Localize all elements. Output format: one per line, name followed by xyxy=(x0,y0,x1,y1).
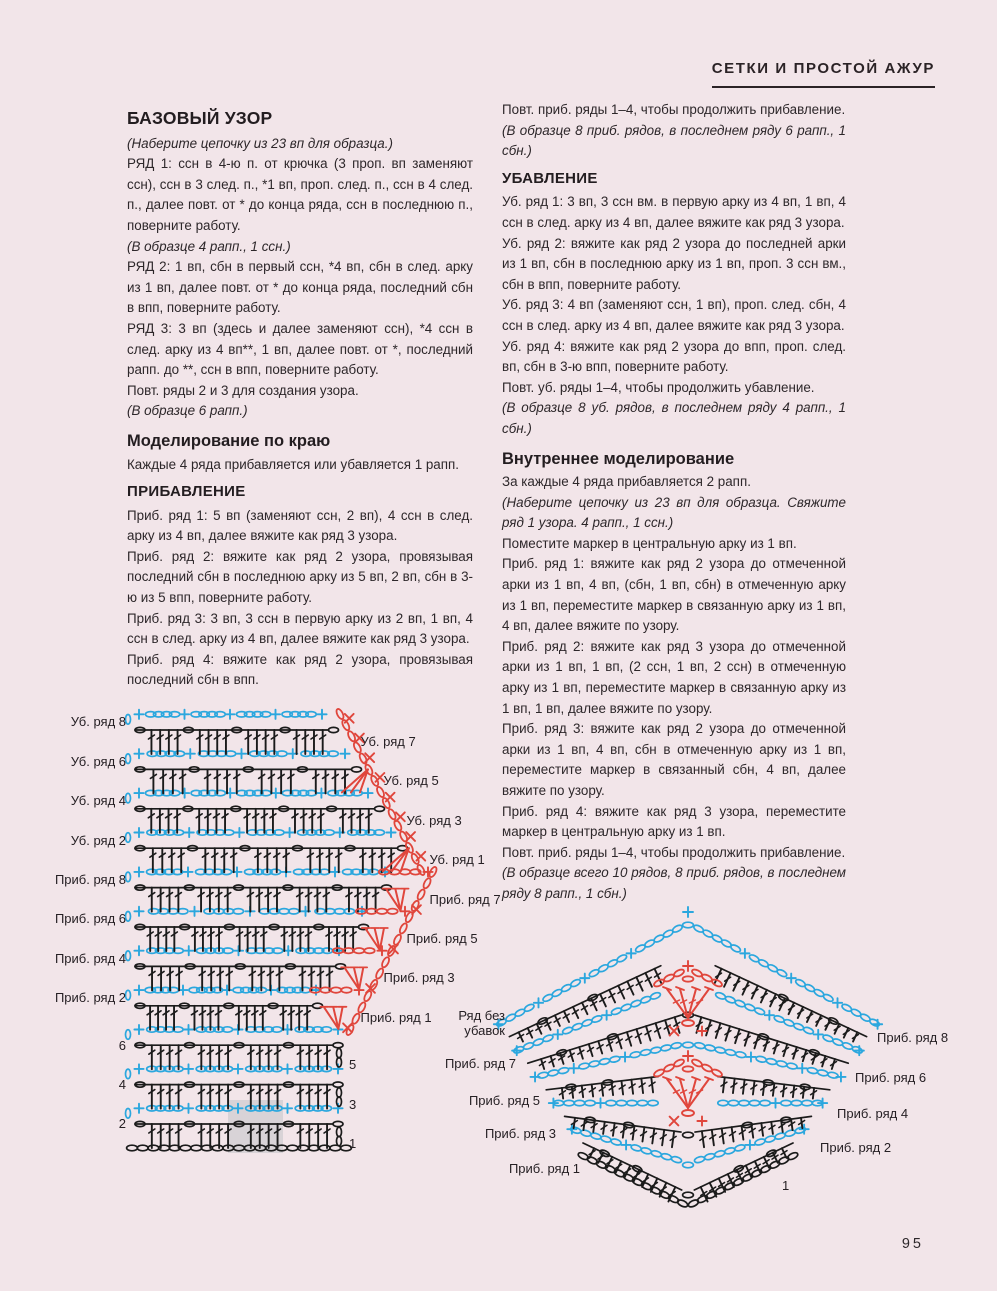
paragraph: РЯД 1: ссн в 4-ю п. от крючка (3 проп. вп заменяют ссн), ссн в 3 след. п., *1 вп, проп. след. п., ссн в 4 след. п., далее повт. от * до конца ряда, ссн в последнюю п., поверните работу. xyxy=(127,156,473,233)
paragraph: Поместите маркер в центральную арку из 1 вп. xyxy=(502,535,797,551)
diagram-row-label: Приб. ряд 5 xyxy=(468,1093,540,1108)
diagram-row-label: Приб. ряд 8 xyxy=(54,871,126,887)
diagram-row-label: Приб. ряд 1 xyxy=(360,1009,432,1025)
paragraph: РЯД 3: 3 вп (здесь и далее заменяют ссн), *4 ссн в след. арку из 4 вп**, 1 вп, далее повт. от *, последний рапп. до **, ссн в впп, поверните работу. xyxy=(127,320,473,378)
paragraph: Приб. ряд 3: вяжите как ряд 2 узора до отмеченной арки из 1 вп, 4 вп, сбн в отмеченную арку из 1 вп, переместите маркер в связанный сбн, 4 вп, далее вяжите по узору. xyxy=(502,721,846,798)
diagram-row-label: Уб. ряд 8 xyxy=(70,714,126,730)
paragraph: Уб. ряд 4: вяжите как ряд 2 узора до впп, проп. след. вп, сбн в 3-ю впп, поверните работу. xyxy=(502,338,846,375)
diagram-row-label: Уб. ряд 4 xyxy=(70,793,126,809)
diagram-row-label: Уб. ряд 5 xyxy=(383,773,439,789)
paragraph: (Наберите цепочку из 23 вп для образца.) xyxy=(127,135,393,151)
diagram-row-label: 1 xyxy=(349,1136,357,1151)
diagram-row-label: 5 xyxy=(349,1057,357,1073)
left-text-column xyxy=(127,106,473,691)
diagram-row-label: Уб. ряд 7 xyxy=(360,734,416,749)
diagram-row-label: Приб. ряд 3 xyxy=(383,970,455,986)
running-head xyxy=(712,60,935,88)
chapter-title: СЕТКИ И ПРОСТОЙ АЖУР xyxy=(711,60,935,77)
diagram-row-label: 2 xyxy=(118,1116,126,1132)
diagram-row-label: Приб. ряд 6 xyxy=(855,1070,927,1085)
diagram-row-label: Приб. ряд 7 xyxy=(444,1056,516,1071)
paragraph: (В образце 6 рапп.) xyxy=(127,403,248,419)
paragraph: За каждые 4 ряда прибавляется 2 рапп. xyxy=(502,474,751,490)
page-number: 95 xyxy=(901,1236,924,1252)
paragraph: (В образце 8 уб. рядов, в последнем ряду 4 рапп., 1 сбн.) xyxy=(502,400,846,436)
diagram-row-label: Приб. ряд 5 xyxy=(406,931,478,946)
paragraph: Уб. ряд 2: вяжите как ряд 2 узора до последней арки из 1 вп, сбн в последнюю арку из 1 вп, проп. 3 ссн вм., сбн в впп, поверните работу. xyxy=(502,235,846,292)
diagram-row-label: Уб. ряд 3 xyxy=(406,812,462,828)
paragraph: (В образце 4 рапп., 1 ссн.) xyxy=(127,238,291,254)
diagram-row-label: Приб. ряд 8 xyxy=(877,1030,949,1045)
paragraph: Повт. приб. ряды 1–4, чтобы продолжить прибавление. xyxy=(502,844,846,860)
section-heading: БАЗОВЫЙ УЗОР xyxy=(127,108,273,128)
diagram-row-label: 3 xyxy=(349,1096,357,1112)
diagram-row-label: Приб. ряд 7 xyxy=(429,891,501,907)
diagram-row-label: Приб. ряд 3 xyxy=(484,1126,556,1141)
internal-shaping-diagram xyxy=(430,880,978,1228)
diagram-row-label: Приб. ряд 4 xyxy=(54,950,126,966)
paragraph: Повт. приб. ряды 1–4, чтобы продолжить прибавление. xyxy=(502,102,846,117)
diagram-row-label: Уб. ряд 2 xyxy=(70,832,126,848)
paragraph: Приб. ряд 1: 5 вп (заменяют ссн, 2 вп), 4 ссн в след. арку из 4 вп, далее вяжите как ряд 3 узора. xyxy=(127,507,473,544)
section-heading: Моделирование по краю xyxy=(127,431,331,450)
diagram-row-label: 1 xyxy=(782,1178,790,1193)
running-head-rule xyxy=(712,86,935,88)
section-heading: ПРИБАВЛЕНИЕ xyxy=(127,483,246,501)
paragraph: (В образце всего 10 рядов, 8 приб. рядов, в последнем ряду 8 рапп., 1 сбн.) xyxy=(502,865,846,901)
paragraph: Повт. уб. ряды 1–4, чтобы продолжить убавление. xyxy=(502,379,815,395)
diagram-row-label: Приб. ряд 6 xyxy=(54,911,126,927)
diagram-row-label: 6 xyxy=(118,1037,126,1053)
paragraph: (В образце 8 приб. рядов, в последнем ряду 6 рапп., 1 сбн.) xyxy=(502,122,846,159)
diagram-row-label: 4 xyxy=(118,1076,126,1092)
paragraph: Повт. ряды 2 и 3 для создания узора. xyxy=(127,382,359,398)
diagram-row-label: Уб. ряд 6 xyxy=(70,753,126,769)
diagram-row-label: Приб. ряд 2 xyxy=(820,1140,892,1155)
paragraph: Приб. ряд 1: вяжите как ряд 2 узора до отмеченной арки из 1 вп, 4 вп, (сбн, 1 вп, сбн) в отмеченную арку из 1 вп, переместите маркер в связанную арку из 1 вп, 4 вп, далее вяжите по узору. xyxy=(502,556,846,634)
diagram-row-label: Уб. ряд 1 xyxy=(429,852,485,868)
diagram-row-label: Ряд без убавок xyxy=(458,1008,505,1038)
paragraph: Приб. ряд 2: вяжите как ряд 3 узора до отмеченной арки из 1 вп, 1 вп, (2 ссн, 1 вп, 2 ссн) в отмеченную арку из 1 вп, переместите маркер в связанную арку из 1 вп, 1 вп, далее вяжите по узору. xyxy=(502,638,846,716)
right-text-column xyxy=(502,100,846,905)
paragraph: Приб. ряд 3: 3 вп, 3 ссн в первую арку из 2 вп, 1 вп, 4 ссн в след. арку из 4 вп, далее вяжите как ряд 3 узора. xyxy=(127,610,473,647)
diagram-row-label: Приб. ряд 1 xyxy=(508,1161,580,1176)
paragraph: Приб. ряд 4: вяжите как ряд 2 узора, провязывая последний сбн в впп. xyxy=(127,651,473,688)
paragraph: Приб. ряд 4: вяжите как ряд 3 узора, переместите маркер в центральную арку из 1 вп. xyxy=(502,803,846,840)
paragraph: Уб. ряд 3: 4 вп (заменяют ссн, 1 вп), проп. след. сбн, 4 ссн в след. арку из 4 вп, далее вяжите как ряд 3 узора. xyxy=(502,297,846,333)
section-heading: УБАВЛЕНИЕ xyxy=(502,169,598,187)
paragraph: Каждые 4 ряда прибавляется или убавляется 1 рапп. xyxy=(127,456,459,472)
diagram-row-label: Приб. ряд 4 xyxy=(837,1106,909,1121)
paragraph: Приб. ряд 2: вяжите как ряд 2 узора, провязывая последний сбн в последнюю арку из 5 вп, 2 вп, сбн в 3-ю из 5 впп, поверните работу. xyxy=(127,548,473,606)
paragraph: (Наберите цепочку из 23 вп для образца. Свяжите ряд 1 узора. 4 рапп., 1 ссн.) xyxy=(502,494,846,531)
section-heading: Внутреннее моделирование xyxy=(502,449,735,468)
paragraph: Уб. ряд 1: 3 вп, 3 ссн вм. в первую арку из 4 вп, 1 вп, 4 ссн в след. арку из 4 вп, далее вяжите как ряд 3 узора. xyxy=(502,194,846,230)
diagram-row-label: Приб. ряд 2 xyxy=(54,990,126,1006)
paragraph: РЯД 2: 1 вп, сбн в первый ссн, *4 вп, сбн в след. арку из 1 вп, далее повт. от * до конца ряда, последний сбн в впп, поверните работу. xyxy=(127,259,473,316)
